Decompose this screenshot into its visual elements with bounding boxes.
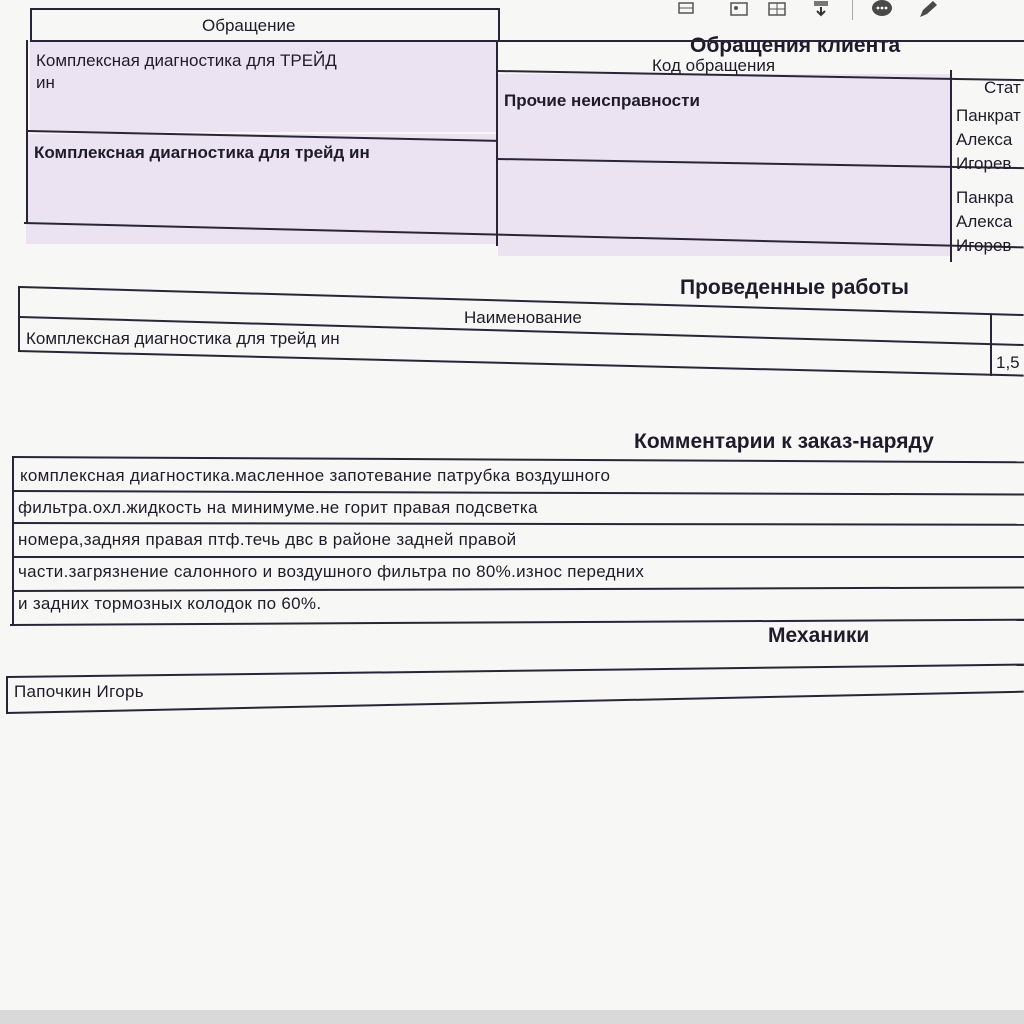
comment-line: и задних тормозных колодок по 60%. xyxy=(18,594,322,613)
status-line: Панкра xyxy=(956,188,1014,207)
col-name-header: Наименование xyxy=(464,308,582,327)
comment-line: номера,задняя правая птф.течь двс в районе задней правой xyxy=(18,530,517,549)
status-cell xyxy=(956,186,1013,258)
table-line xyxy=(990,314,992,376)
table-row[interactable] xyxy=(36,50,496,94)
comment-line: части.загрязнение салонного и воздушного фильтра по 80%.износ передних xyxy=(18,562,645,581)
table-line xyxy=(12,556,1024,558)
table-line xyxy=(12,456,1024,463)
works-title: Проведенные работы xyxy=(680,276,909,299)
table-line xyxy=(10,619,1024,626)
request-name-cont: ин xyxy=(36,73,55,92)
table-line xyxy=(6,676,8,714)
table-line xyxy=(12,456,14,626)
grid-icon[interactable] xyxy=(766,0,788,18)
status-cell xyxy=(956,104,1021,176)
comment-line: комплексная диагностика.масленное запотевание патрубка воздушного xyxy=(20,466,611,485)
table-line xyxy=(498,40,1024,42)
request-code: Прочие неисправности xyxy=(504,91,700,110)
status-line: Алекса xyxy=(956,130,1013,149)
toolbar xyxy=(600,0,1024,22)
status-line: Игорев xyxy=(956,236,1012,255)
comments-title: Комментарии к заказ-наряду xyxy=(634,430,934,453)
table-line xyxy=(18,350,1024,377)
table-row[interactable] xyxy=(26,328,340,350)
status-line: Игорев xyxy=(956,154,1012,173)
table-line xyxy=(12,522,1024,526)
table-line xyxy=(12,490,1024,496)
image-icon[interactable] xyxy=(728,0,750,18)
col-request-header xyxy=(30,8,500,42)
window-bottom-edge xyxy=(0,1010,1024,1024)
mechanic-name: Папочкин Игорь xyxy=(14,682,144,701)
layout-icon[interactable] xyxy=(676,0,696,18)
download-arrow-icon[interactable] xyxy=(810,0,832,18)
toolbar-separator xyxy=(852,0,853,20)
status-line: Панкрат xyxy=(956,106,1021,125)
table-line xyxy=(18,286,20,352)
status-line: Алекса xyxy=(956,212,1013,231)
comment-line: фильтра.охл.жидкость на минимуме.не горит правая подсветка xyxy=(18,498,538,517)
table-row[interactable] xyxy=(34,142,370,164)
table-line xyxy=(8,664,1024,678)
table-line xyxy=(6,691,1024,714)
col-status-header: Стат xyxy=(984,78,1021,97)
request-name: Комплексная диагностика для ТРЕЙД xyxy=(36,51,337,70)
work-name: Комплексная диагностика для трейд ин xyxy=(26,329,340,348)
col-code-header: Код обращения xyxy=(652,56,776,75)
col-request-header-label: Обращение xyxy=(202,16,296,35)
client-requests-title: Обращения клиента xyxy=(690,34,901,57)
work-qty: 1,5 xyxy=(996,353,1020,372)
comment-icon[interactable] xyxy=(870,0,894,18)
code-cell-2-bg xyxy=(498,160,950,256)
mechanics-title: Механики xyxy=(768,624,870,647)
edit-pen-icon[interactable] xyxy=(916,0,940,18)
table-line xyxy=(12,586,1024,592)
request-name: Комплексная диагностика для трейд ин xyxy=(34,143,370,162)
